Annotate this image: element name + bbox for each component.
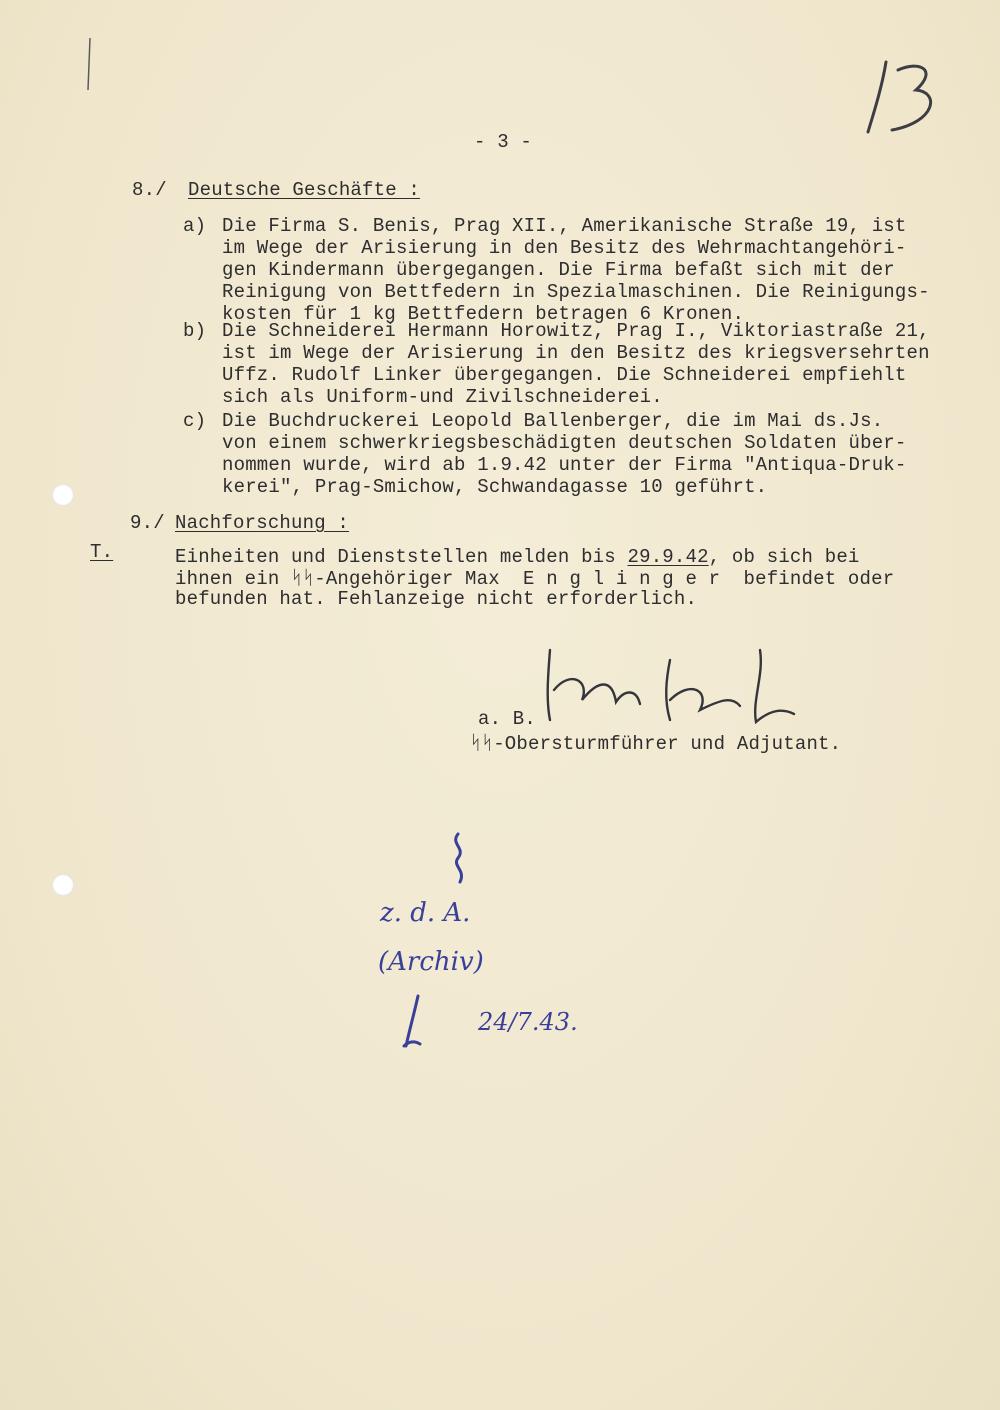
item-b-line: ist im Wege der Arisierung in den Besitz des kriegsversehrten <box>222 342 930 364</box>
pencil-margin-mark <box>78 30 108 110</box>
page-number: - 3 - <box>474 131 533 153</box>
handwritten-note-2: (Archiv) <box>378 947 484 977</box>
signature-title: ᛋᛋ-Obersturmführer und Adjutant. <box>470 733 842 755</box>
item-c-line: nommen wurde, wird ab 1.9.42 unter der Firma "Antiqua-Druk- <box>222 454 907 476</box>
section-9-line-3: befunden hat. Fehlanzeige nicht erforderlich. <box>175 588 698 610</box>
punch-hole-bottom <box>52 874 74 896</box>
item-b-line: sich als Uniform-und Zivilschneiderei. <box>222 386 663 408</box>
section-9-line-1 <box>175 546 860 568</box>
section-9-line-1-end: , ob sich bei <box>708 546 860 568</box>
item-a-marker: a) <box>183 215 207 237</box>
item-a-line: gen Kindermann übergegangen. Die Firma befaßt sich mit der <box>222 259 895 281</box>
handwritten-note-1: z. d. A. <box>380 898 471 928</box>
item-a-text <box>222 215 930 325</box>
signature-prefix: a. B. <box>478 708 537 730</box>
section-9-line-1-start: Einheiten und Dienststellen melden bis <box>175 546 628 568</box>
item-b-text <box>222 320 930 408</box>
section-8-heading: Deutsche Geschäfte : <box>188 179 421 201</box>
item-c-marker: c) <box>183 410 207 432</box>
item-b-marker: b) <box>183 320 207 342</box>
handwritten-check-mark <box>396 990 436 1052</box>
item-a-line: Die Firma S. Benis, Prag XII., Amerikanische Straße 19, ist <box>222 215 907 237</box>
report-deadline-date: 29.9.42 <box>627 546 709 568</box>
handwritten-initial-mark <box>440 830 480 886</box>
section-9-heading: Nachforschung : <box>175 512 350 534</box>
item-a-line: Reinigung von Bettfedern in Spezialmaschinen. Die Reinigungs- <box>222 281 930 303</box>
section-9-line-2: ihnen ein ᛋᛋ-Angehöriger Max E n g l i n g e r befindet oder <box>175 568 895 590</box>
item-a-line: kosten für 1 kg Bettfedern betragen 6 Kronen. <box>222 303 745 325</box>
handwritten-date: 24/7.43. <box>478 1008 578 1036</box>
handwritten-signature <box>520 630 820 730</box>
item-c-line: kerei", Prag-Smichow, Schwandagasse 10 geführt. <box>222 476 768 498</box>
item-c-text <box>222 410 907 498</box>
item-c-line: von einem schwerkriegsbeschädigten deutschen Soldaten über- <box>222 432 907 454</box>
item-b-line: Uffz. Rudolf Linker übergegangen. Die Schneiderei empfiehlt <box>222 364 907 386</box>
section-9-number: 9./ <box>130 512 165 534</box>
item-b-line: Die Schneiderei Hermann Horowitz, Prag I., Viktoriastraße 21, <box>222 320 930 342</box>
punch-hole-top <box>52 484 74 506</box>
item-c-line: Die Buchdruckerei Leopold Ballenberger, die im Mai ds.Js. <box>222 410 884 432</box>
section-9-marker: T. <box>90 541 114 563</box>
item-a-line: im Wege der Arisierung in den Besitz des Wehrmachtangehöri- <box>222 237 907 259</box>
handwritten-page-number <box>858 52 948 142</box>
section-8-number: 8./ <box>132 179 167 201</box>
